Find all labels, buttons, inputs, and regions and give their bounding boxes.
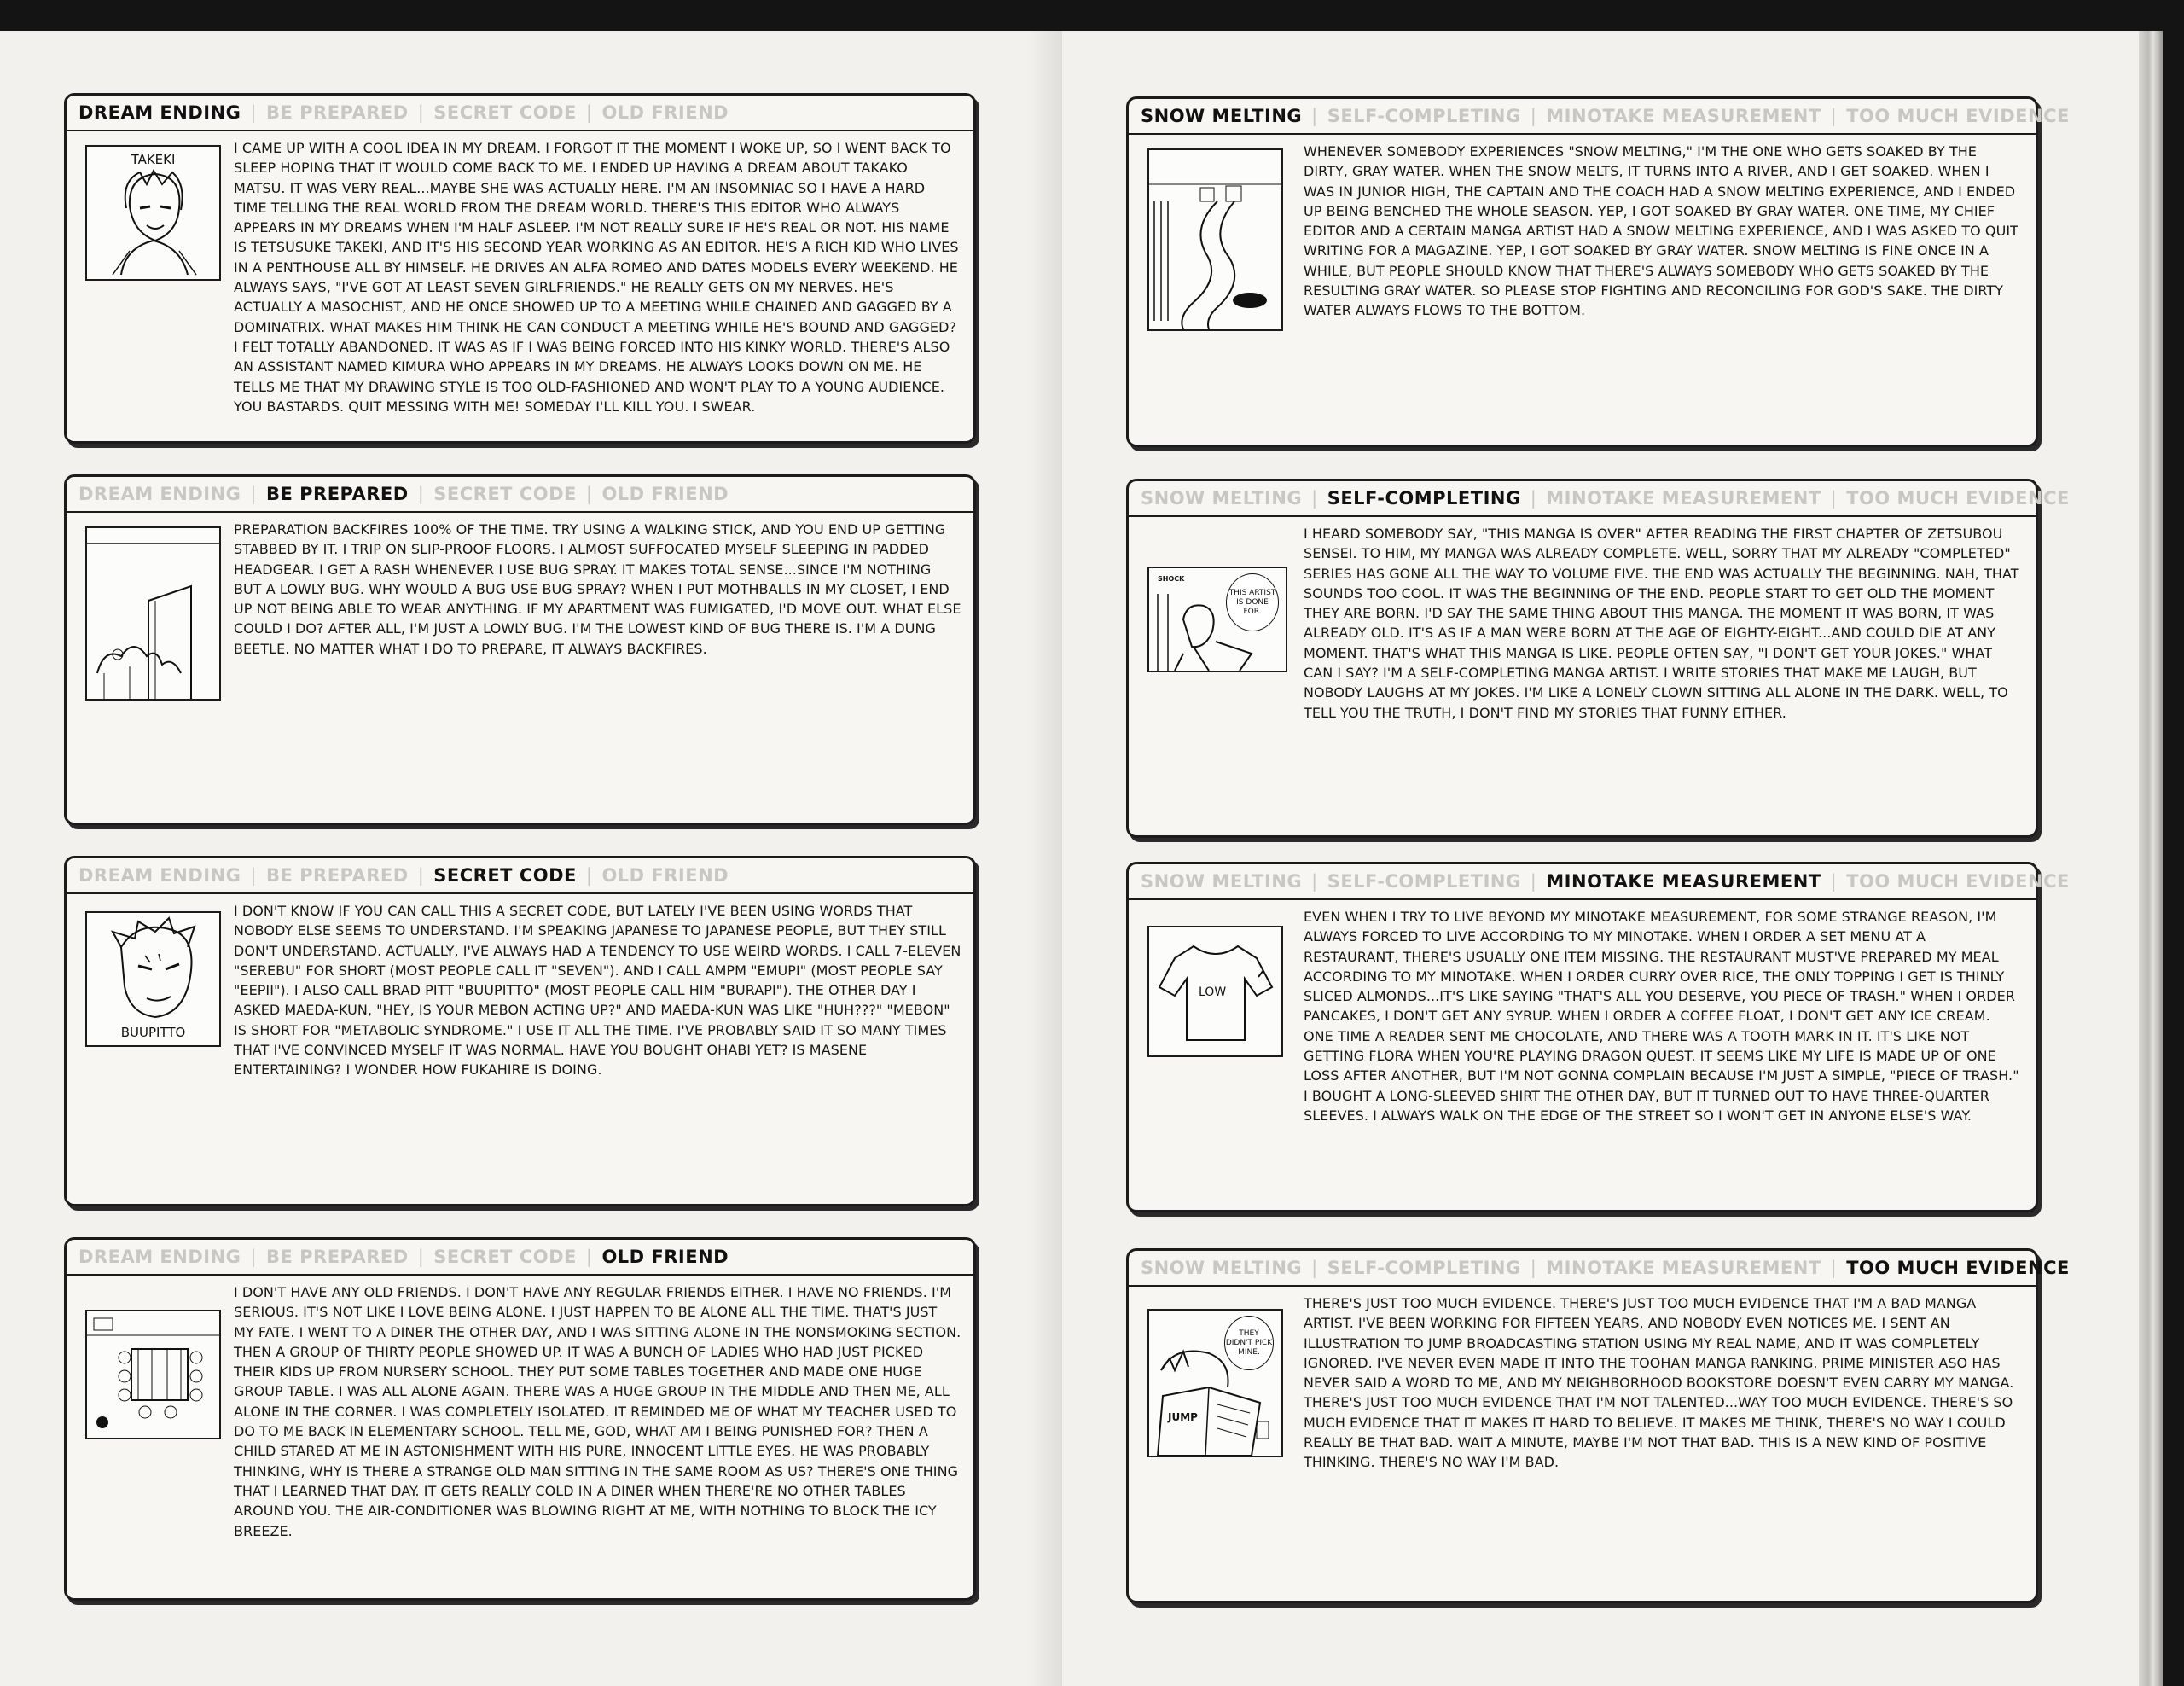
shirt-print-text: LOW [1199, 985, 1227, 999]
tab-dream-ending: DREAM ENDING [78, 1247, 241, 1267]
tab-separator: | [1530, 1258, 1537, 1278]
tab-separator: | [250, 1247, 257, 1267]
thumb-caption: BUUPITTO [120, 1025, 186, 1040]
panel-body-text: EVEN WHEN I TRY TO LIVE BEYOND MY MINOTAKE MEASUREMENT, FOR SOME STRANGE REASON, I'M ALWAYS FORCED TO LIVE ACCORDING TO MY MINOTAKE. WHEN I ORDER A SET MENU AT A RESTAURANT, THERE'S USUALLY ONE ITEM MISSING. THE RESTAURANT MUST'VE PREPARED MY MEAL ACCORDING TO MY MINOTAKE. WHEN I ORDER CURRY OVER RICE, THE ONLY TOPPING I GET IS THINLY SLICED ALMONDS...IT'S LIKE SAYING "THAT'S ALL YOU DESERVE, YOU PIECE OF TRASH." WHEN I ORDER PANCAKES, I DON'T GET ANY SYRUP. WHEN I ORDER A COFFEE FLOAT, I DON'T GET ANY ICE CREAM. ONE TIME A READER SENT ME CHOCOLATE, AND THERE WAS A TOOTH MARK IN IT. IT'S LIKE NOT GETTING FLORA WHEN YOU'RE PLAYING DRAGON QUEST. IT SEEMS LIKE MY LIFE IS MADE UP OF ONE LOSS AFTER ANOTHER, BUT I'M NOT GONNA COMPLAIN BECAUSE I'M JUST A SIMPLE, "PIECE OF TRASH." I BOUGHT A LONG-SLEEVED SHIRT THE OTHER DAY, BUT IT TURNED OUT TO HAVE THREE-QUARTER SLEEVES. I ALWAYS WALK ON THE EDGE OF THE STREET SO I WON'T GET IN ANYONE ELSE'S WAY. [1304, 909, 2019, 1124]
tab-secret-code: SECRET CODE [433, 102, 577, 123]
panel-tab-bar [1129, 864, 2070, 900]
tab-separator: | [1830, 488, 1838, 509]
closet-room-illustration [85, 526, 221, 701]
panel-snow-melting [1126, 96, 2070, 447]
tab-minotake-measurement: MINOTAKE MEASUREMENT [1546, 871, 1821, 892]
tab-separator: | [585, 865, 593, 886]
panel-tab-bar [1129, 1251, 2070, 1287]
tab-minotake-measurement: MINOTAKE MEASUREMENT [1546, 106, 1821, 126]
panel-tab-bar [67, 858, 973, 894]
panel-tab-bar [67, 1240, 973, 1276]
tab-separator: | [1530, 106, 1537, 126]
shock-sfx: SHOCK [1158, 575, 1185, 583]
panel-tab-bar [67, 477, 973, 513]
tab-self-completing: SELF-COMPLETING [1327, 488, 1521, 509]
tab-old-friend: OLD FRIEND [601, 865, 729, 886]
tab-secret-code: SECRET CODE [433, 1247, 577, 1267]
tab-separator: | [417, 865, 425, 886]
panel-self-completing [1126, 479, 2070, 838]
low-tshirt-illustration [1147, 926, 1283, 1057]
room-drawing [87, 528, 219, 699]
shocked-reader-illustration [1147, 567, 1287, 672]
tab-separator: | [417, 102, 425, 123]
tab-too-much-evidence: TOO MUCH EVIDENCE [1846, 106, 2070, 126]
book-spread [0, 31, 2163, 1686]
river-drawing [1149, 150, 1281, 329]
tab-be-prepared: BE PREPARED [265, 102, 409, 123]
tab-be-prepared: BE PREPARED [265, 865, 409, 886]
tab-secret-code: SECRET CODE [433, 865, 577, 886]
tab-snow-melting: SNOW MELTING [1141, 106, 1303, 126]
jump-magazine-reader-illustration [1147, 1309, 1283, 1457]
tab-be-prepared: BE PREPARED [265, 1247, 409, 1267]
tab-old-friend: OLD FRIEND [601, 484, 729, 504]
panel-body-text: I CAME UP WITH A COOL IDEA IN MY DREAM. I FORGOT IT THE MOMENT I WOKE UP, SO I WENT BACK TO SLEEP HOPING THAT IT WOULD COME BACK TO ME. I ENDED UP HAVING A DREAM ABOUT TAKAKO MATSU. IT WAS VERY REAL...MAYBE SHE WAS ACTUALLY HERE. I'M AN INSOMNIAC SO I HAVE A HARD TIME TELLING THE REAL WORLD FROM THE DREAM WORLD. THERE'S THIS EDITOR WHO ALWAYS APPEARS IN MY DREAMS WHEN I'M HALF ASLEEP. I'M NOT REALLY SURE IF HE'S REAL OR NOT. HIS NAME IS TETSUSUKE TAKEKI, AND IT'S HIS SECOND YEAR WORKING AS AN EDITOR. HE'S A RICH KID WHO LIVES IN A PENTHOUSE ALL BY HIMSELF. HE DRIVES AN ALFA ROMEO AND DATES MODELS EVERY WEEKEND. HE ALWAYS SAYS, "I'VE GOT AT LEAST SEVEN GIRLFRIENDS." HE REALLY GETS ON MY NERVES. HE'S ACTUALLY A MASOCHIST, AND HE ONCE SHOWED UP TO A MEETING WHILE CHAINED AND GAGGED BY A DOMINATRIX. WHAT MAKES HIM THINK HE CAN CONDUCT A MEETING WHILE HE'S BOUND AND GAGGED? I FELT TOTALLY ABANDONED. IT WAS AS IF I WAS BEING FORCED INTO HIS KINKY WORLD. THERE'S ALSO AN ASSISTANT NAMED KIMURA WHO APPEARS IN MY DREAMS. HE ALWAYS LOOKS DOWN ON ME. HE TELLS ME THAT MY DRAWING STYLE IS TOO OLD-FASHIONED AND WON'T PLAY TO A YOUNG AUDIENCE. YOU BASTARDS. QUIT MESSING WITH ME! SOMEDAY I'LL KILL YOU. I SWEAR. [234, 140, 959, 415]
panel-dream-ending [64, 93, 976, 444]
tab-separator: | [417, 1247, 425, 1267]
tab-separator: | [1530, 488, 1537, 509]
tab-separator: | [585, 1247, 593, 1267]
takeki-portrait-illustration [85, 145, 221, 281]
tab-secret-code: SECRET CODE [433, 484, 577, 504]
panel-tab-bar [1129, 481, 2070, 517]
right-page [1062, 31, 2139, 1686]
tab-separator: | [1311, 488, 1318, 509]
thumb-caption: TAKEKI [131, 152, 176, 167]
panel-secret-code [64, 856, 976, 1206]
tab-separator: | [1830, 1258, 1838, 1278]
tab-too-much-evidence: TOO MUCH EVIDENCE [1846, 871, 2070, 892]
tab-separator: | [1311, 1258, 1318, 1278]
tab-snow-melting: SNOW MELTING [1141, 488, 1303, 509]
panel-body-text: PREPARATION BACKFIRES 100% OF THE TIME. TRY USING A WALKING STICK, AND YOU END UP GETTING STABBED BY IT. I TRIP ON SLIP-PROOF FLOORS. I ALMOST SUFFOCATED MYSELF SLEEPING IN PADDED HEADGEAR. I GET A RASH WHENEVER I USE BUG SPRAY. IT MAKES TOTAL SENSE...SINCE I'M NOTHING BUT A LOWLY BUG. WHY WOULD A BUG USE BUG SPRAY? WHEN I PUT MOTHBALLS IN MY CLOSET, I END UP NOT BEING ABLE TO WEAR ANYTHING. IF MY APARTMENT WAS FUMIGATED, I'D MOVE OUT. WHAT ELSE COULD I DO? AFTER ALL, I'M JUST A LOWLY BUG. I'M THE LOWEST KIND OF BUG THERE IS. I'M A DUNG BEETLE. NO MATTER WHAT I DO TO PREPARE, IT ALWAYS BACKFIRES. [234, 521, 961, 657]
tab-too-much-evidence: TOO MUCH EVIDENCE [1846, 1258, 2070, 1278]
portrait-drawing [87, 147, 219, 279]
tab-separator: | [1311, 106, 1318, 126]
tab-snow-melting: SNOW MELTING [1141, 1258, 1303, 1278]
tab-snow-melting: SNOW MELTING [1141, 871, 1303, 892]
panel-too-much-evidence [1126, 1248, 2070, 1603]
diner-drawing [87, 1311, 219, 1438]
tab-self-completing: SELF-COMPLETING [1327, 871, 1521, 892]
left-page [0, 31, 1063, 1686]
tab-too-much-evidence: TOO MUCH EVIDENCE [1846, 488, 2070, 509]
tab-dream-ending: DREAM ENDING [78, 865, 241, 886]
tab-separator: | [250, 865, 257, 886]
speech-balloon: THIS ARTIST IS DONE FOR. [1226, 573, 1279, 631]
tab-separator: | [1830, 106, 1838, 126]
panel-tab-bar [67, 96, 973, 131]
tab-minotake-measurement: MINOTAKE MEASUREMENT [1546, 1258, 1821, 1278]
tab-separator: | [1530, 871, 1537, 892]
panel-old-friend [64, 1237, 976, 1601]
panel-body-text: I DON'T HAVE ANY OLD FRIENDS. I DON'T HAVE ANY REGULAR FRIENDS EITHER. I HAVE NO FRIENDS. I'M SERIOUS. IT'S NOT LIKE I LOVE BEING ALONE. I JUST HAPPEN TO BE ALONE ALL THE TIME. THAT'S JUST MY FATE. I WENT TO A DINER THE OTHER DAY, AND I WAS SITTING ALONE IN THE NONSMOKING SECTION. THEN A GROUP OF THIRTY PEOPLE SHOWED UP. IT WAS A BUNCH OF LADIES WHO HAD JUST PICKED THEIR KIDS UP FROM NURSERY SCHOOL. THEY PUT SOME TABLES TOGETHER AND MADE ONE HUGE GROUP TABLE. I WAS ALL ALONE AGAIN. THERE WAS A HUGE GROUP IN THE MIDDLE AND THEN ME, ALL ALONE IN THE CORNER. I WAS COMPLETELY ISOLATED. IT REMINDED ME OF WHAT MY TEACHER USED TO DO TO ME BACK IN ELEMENTARY SCHOOL. TELL ME, GOD, WHAT AM I BEING PUNISHED FOR? THEN A CHILD STARED AT ME IN ASTONISHMENT WITH HIS PURE, INNOCENT LITTLE EYES. HE WAS PROBABLY THINKING, WHY IS THERE A STRANGE OLD MAN SITTING IN THE SAME ROOM AS US? THERE'S ONE THING THAT I LEARNED THAT DAY. IT GETS REALLY COLD IN A DINER WHEN THERE'RE NO OTHER TABLES AROUND YOU. THE AIR-CONDITIONER WAS BLOWING RIGHT AT ME, WITH NOTHING TO BLOCK THE ICY BREEZE. [234, 1284, 961, 1539]
tab-minotake-measurement: MINOTAKE MEASUREMENT [1546, 488, 1821, 509]
tab-separator: | [250, 102, 257, 123]
panel-tab-bar [1129, 99, 2070, 135]
tab-old-friend: OLD FRIEND [601, 102, 729, 123]
tab-dream-ending: DREAM ENDING [78, 484, 241, 504]
buupitto-portrait-illustration [85, 911, 221, 1047]
panel-body-text: WHENEVER SOMEBODY EXPERIENCES "SNOW MELTING," I'M THE ONE WHO GETS SOAKED BY THE DIRTY, GRAY WATER. WHEN THE SNOW MELTS, IT TURNS INTO A RIVER, AND I GET SOAKED. WHEN I WAS IN JUNIOR HIGH, THE CAPTAIN AND THE COACH HAD A SNOW MELTING EXPERIENCE, AND I ENDED UP BEING BENCHED THE WHOLE SEASON. YEP, I GOT SOAKED BY GRAY WATER. ONE TIME, MY CHIEF EDITOR AND A CERTAIN MANGA ARTIST HAD A SNOW MELTING EXPERIENCE, AND I WAS ASKED TO QUIT WRITING FOR A MAGAZINE. YEP, I GOT SOAKED BY GRAY WATER. SNOW MELTING IS FINE ONCE IN A WHILE, BUT PEOPLE SHOULD KNOW THAT THERE'S ALWAYS SOMEBODY WHO GETS SOAKED BY THE RESULTING GRAY WATER. SO PLEASE STOP FIGHTING AND RECONCILING FOR GOD'S SAKE. THE DIRTY WATER ALWAYS FLOWS TO THE BOTTOM. [1304, 143, 2018, 319]
diner-table-illustration [85, 1310, 221, 1439]
magazine-title-text: JUMP [1168, 1411, 1198, 1423]
tab-separator: | [417, 484, 425, 504]
panel-minotake-measurement [1126, 862, 2070, 1212]
panel-body-text: I HEARD SOMEBODY SAY, "THIS MANGA IS OVER" AFTER READING THE FIRST CHAPTER OF ZETSUBOU SENSEI. TO HIM, MY MANGA WAS ALREADY COMPLETE. WELL, SORRY THAT MY ALREADY "COMPLETED" SERIES HAS GONE ALL THE WAY TO VOLUME FIVE. THE END WAS ACTUALLY THE BEGINNING. NAH, THAT SOUNDS TOO COOL. IT WAS THE BEGINNING OF THE END. PEOPLE START TO GET OLD THE MOMENT THEY ARE BORN. I'D SAY THE SAME THING ABOUT THIS MANGA. THE MOMENT IT WAS BORN, IT WAS ALREADY OLD. IT'S AS IF A MAN WERE BORN AT THE AGE OF EIGHTY-EIGHT...AND COULD DIE AT ANY MOMENT. THAT'S WHAT THIS MANGA IS LIKE. PEOPLE OFTEN SAY, "I DON'T GET YOUR JOKES." WHAT CAN I SAY? I'M A SELF-COMPLETING MANGA ARTIST. I WRITE STORIES THAT MAKE ME LAUGH, BUT NOBODY LAUGHS AT MY JOKES. I'M LIKE A LONELY CLOWN SITTING ALL ALONE IN THE DARK. WELL, TO TELL YOU THE TRUTH, I DON'T FIND MY STORIES THAT FUNNY EITHER. [1304, 526, 2019, 721]
tab-self-completing: SELF-COMPLETING [1327, 106, 1521, 126]
panel-body-text: THERE'S JUST TOO MUCH EVIDENCE. THERE'S JUST TOO MUCH EVIDENCE THAT I'M A BAD MANGA ARTIST. I'VE BEEN WORKING FOR FIFTEEN YEARS, AND NOBODY EVEN NOTICES ME. I SENT AN ILLUSTRATION TO JUMP BROADCASTING STATION USING MY REAL NAME, AND IT WAS COMPLETELY IGNORED. I'VE NEVER EVEN MADE IT INTO THE TOOHAN MANGA RANKING. PRIME MINISTER ASO HAS NEVER SAID A WORD TO ME, AND MY NEIGHBORHOOD BOOKSTORE DOESN'T EVEN CARRY MY MANGA. THERE'S JUST TOO MUCH EVIDENCE THAT I'M NOT TALENTED...WAY TOO MUCH EVIDENCE. THERE'S SO MUCH EVIDENCE THAT IT MAKES IT HARD TO BELIEVE. IT MAKES ME THINK, THERE'S NO WAY I COULD REALLY BE THAT BAD. WAIT A MINUTE, MAYBE I'M NOT THAT BAD. THIS IS A NEW KIND OF POSITIVE THINKING. THERE'S NO WAY I'M BAD. [1304, 1295, 2014, 1471]
panel-be-prepared [64, 474, 976, 825]
tab-separator: | [250, 484, 257, 504]
tab-separator: | [585, 484, 593, 504]
tab-old-friend: OLD FRIEND [601, 1247, 729, 1267]
tab-dream-ending: DREAM ENDING [78, 102, 241, 123]
tab-separator: | [1311, 871, 1318, 892]
tab-separator: | [1830, 871, 1838, 892]
snow-river-illustration [1147, 148, 1283, 331]
speech-balloon: THEY DIDN'T PICK MINE. [1224, 1316, 1274, 1370]
tab-separator: | [585, 102, 593, 123]
tab-self-completing: SELF-COMPLETING [1327, 1258, 1521, 1278]
tab-be-prepared: BE PREPARED [265, 484, 409, 504]
panel-body-text: I DON'T KNOW IF YOU CAN CALL THIS A SECRET CODE, BUT LATELY I'VE BEEN USING WORDS THAT NOBODY ELSE SEEMS TO UNDERSTAND. I'M SPEAKING JAPANESE TO JAPANESE PEOPLE, BUT THEY STILL DON'T UNDERSTAND. ACTUALLY, I'VE ALWAYS HAD A TENDENCY TO USE WEIRD WORDS. I CALL 7-ELEVEN "SEREBU" FOR SHORT (MOST PEOPLE CALL IT "SEVEN"). AND I CALL AMPM "EMUPI" (MOST PEOPLE SAY "EEPII"). I ALSO CALL BRAD PITT "BUUPITTO" (MOST PEOPLE CALL HIM "BURAPI"). THE OTHER DAY I ASKED MAEDA-KUN, "HEY, IS YOUR MEBON ACTING UP?" AND MAEDA-KUN WAS LIKE "HUH???" "MEBON" IS SHORT FOR "METABOLIC SYNDROME." I USE IT ALL THE TIME. I'VE PROBABLY SAID IT SO MANY TIMES THAT I'VE CONVINCED MYSELF IT WAS NORMAL. HAVE YOU BOUGHT OHABI YET? IS MASENE ENTERTAINING? I WONDER HOW FUKAHIRE IS DOING. [234, 903, 961, 1078]
